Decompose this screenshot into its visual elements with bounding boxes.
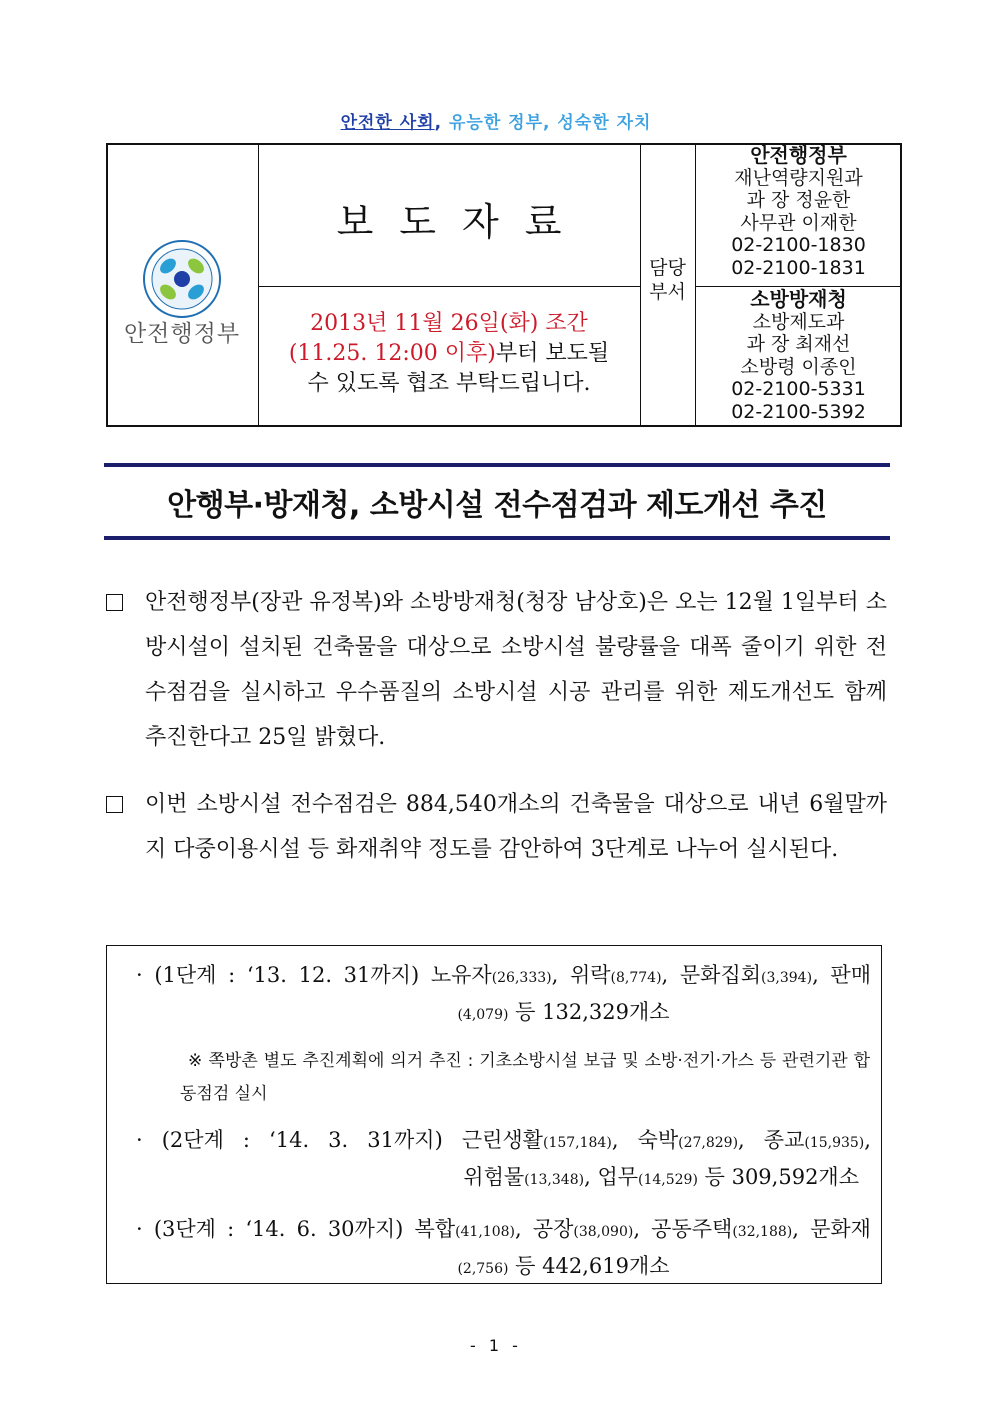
slogan-part3: 성숙한 자치 <box>550 113 652 133</box>
embargo-request: 수 있도록 협조 부탁드립니다. <box>307 371 591 396</box>
stage-item-name: 공동주택 <box>651 1217 733 1241</box>
stage-item-count: (8,774) <box>610 970 662 986</box>
contact-division: 재난역량지원과 <box>734 166 863 189</box>
dept-label-line2: 부서 <box>649 281 686 303</box>
headline-rule-top <box>104 463 890 467</box>
stage-item-count: (32,188) <box>732 1224 793 1240</box>
stage-label: · (2단계 : ‘14. 3. 31까지) <box>136 1128 443 1152</box>
contact-phone: 02-2100-5392 <box>731 400 866 423</box>
stage-item-name: 종교 <box>763 1128 805 1152</box>
stage-label: · (1단계 : ‘13. 12. 31까지) <box>136 963 420 987</box>
stage-item-count: (13,348) <box>524 1172 585 1188</box>
stage-item-count: (3,394) <box>761 970 813 986</box>
stage-item-count: (38,090) <box>573 1224 634 1240</box>
contact-phone: 02-2100-1831 <box>731 256 866 279</box>
ministry-name: 안전행정부 <box>123 321 241 347</box>
bullet-box-icon <box>106 594 123 611</box>
embargo-date: 2013년 11월 26일(화) 조간 <box>310 311 588 336</box>
stage-item-name: 숙박 <box>637 1128 679 1152</box>
stage-item-name: 판매 <box>830 963 871 987</box>
contact-division: 소방제도과 <box>752 310 845 333</box>
embargo-notice <box>258 286 640 427</box>
stage-item-name: 근린생활 <box>461 1128 543 1152</box>
bullet-box-icon <box>106 796 123 813</box>
press-release-header <box>106 143 902 427</box>
contact-officer: 사무관 이재한 <box>740 211 857 234</box>
paragraph-1: 안전행정부(장관 유정복)와 소방방재청(청장 남상호)은 오는 12월 1일부터 소방시설이 설치된 건축물을 대상으로 소방시설 불량률을 대폭 줄이기 위한 전수점검을 실시하고 우수품질의 소방시설 시공 관리를 위한 제도개선도 함께 추진한다고 25일 밝혔다. <box>145 590 887 750</box>
contact-phone: 02-2100-5331 <box>731 378 866 400</box>
note: ※ 쪽방촌 별도 추진계획에 의거 추진 : 기초소방시설 보급 및 소방·전기·가스 등 관련기관 합동점검 실시 <box>180 1051 870 1104</box>
ministry-logo-cell <box>106 143 258 427</box>
headline: 안행부·방재청, 소방시설 전수점검과 제도개선 추진 <box>167 488 827 523</box>
stage-1: · (1단계 : ‘13. 12. 31까지) 노유자(26,333), 위락(8,774), 문화집회(3,394), 판매 (4,079) 등 132,329개소 <box>136 963 871 1024</box>
slogan-part1: 안전한 사회 <box>340 113 435 133</box>
contact-phone: 02-2100-1830 <box>731 234 866 256</box>
embargo-time: (11.25. 12:00 이후) <box>288 341 496 366</box>
stage-total: 등 132,329개소 <box>515 1000 670 1024</box>
stage-item-name: 위락 <box>569 963 611 987</box>
stage-item-count: (2,756) <box>457 1261 509 1277</box>
contact-nema <box>695 288 902 427</box>
contact-mois <box>695 144 902 285</box>
stage-item-name: 위험물 <box>463 1165 525 1189</box>
stage-item-count: (26,333) <box>491 970 552 986</box>
slogan-part2: 유능한 정부, <box>442 113 551 133</box>
stage-total: 등 309,592개소 <box>704 1165 859 1189</box>
stage-item-count: (15,935) <box>804 1135 865 1151</box>
contact-director: 과 장 최재선 <box>746 333 851 355</box>
stage-item-count: (27,829) <box>678 1135 739 1151</box>
slogan-separator: , <box>434 113 443 133</box>
slogan <box>0 108 992 133</box>
stage-item-name: 노유자 <box>430 963 492 987</box>
ministry-emblem-icon <box>138 239 226 319</box>
department-label <box>640 143 695 427</box>
stage-item-name: 복합 <box>414 1217 456 1241</box>
title-cell <box>258 143 640 286</box>
stage-item-count: (4,079) <box>457 1007 509 1023</box>
stage-label: · (3단계 : ‘14. 6. 30까지) <box>136 1217 404 1241</box>
stage-item-count: (41,108) <box>455 1224 515 1240</box>
stage-2: · (2단계 : ‘14. 3. 31까지) 근린생활(157,184), 숙박(27,829), 종교(15,935), 위험물(13,348), 업무(14,529) 등 309,592개소 <box>136 1128 871 1189</box>
contact-org: 소방방재청 <box>750 287 847 311</box>
embargo-text: 부터 보도될 <box>495 341 610 366</box>
stage-item-count: (157,184) <box>542 1135 612 1151</box>
stage-item-count: (14,529) <box>638 1172 698 1188</box>
stage-item-name: 문화재 <box>810 1217 871 1241</box>
contact-director: 과 장 정윤한 <box>746 189 851 211</box>
paragraph-2: 이번 소방시설 전수점검은 884,540개소의 건축물을 대상으로 내년 6월말까지 다중이용시설 등 화재취약 정도를 감안하여 3단계로 나누어 실시된다. <box>145 792 887 862</box>
contact-officer: 소방령 이종인 <box>740 355 857 378</box>
page-number: - 1 - <box>470 1336 522 1355</box>
stage-item-name: 공장 <box>532 1217 574 1241</box>
press-release-title: 보도자료 <box>336 200 588 244</box>
stage-item-name: 문화집회 <box>679 963 762 987</box>
stage-item-name: 업무 <box>597 1165 639 1189</box>
dept-label-line1: 담당 <box>649 257 686 279</box>
stage-3: · (3단계 : ‘14. 6. 30까지) 복합(41,108), 공장(38,090), 공동주택(32,188), 문화재 (2,756) 등 442,619개소 <box>136 1217 871 1278</box>
contact-org: 안전행정부 <box>750 143 847 167</box>
stage-total: 등 442,619개소 <box>515 1254 670 1278</box>
headline-rule-bottom <box>104 536 890 540</box>
